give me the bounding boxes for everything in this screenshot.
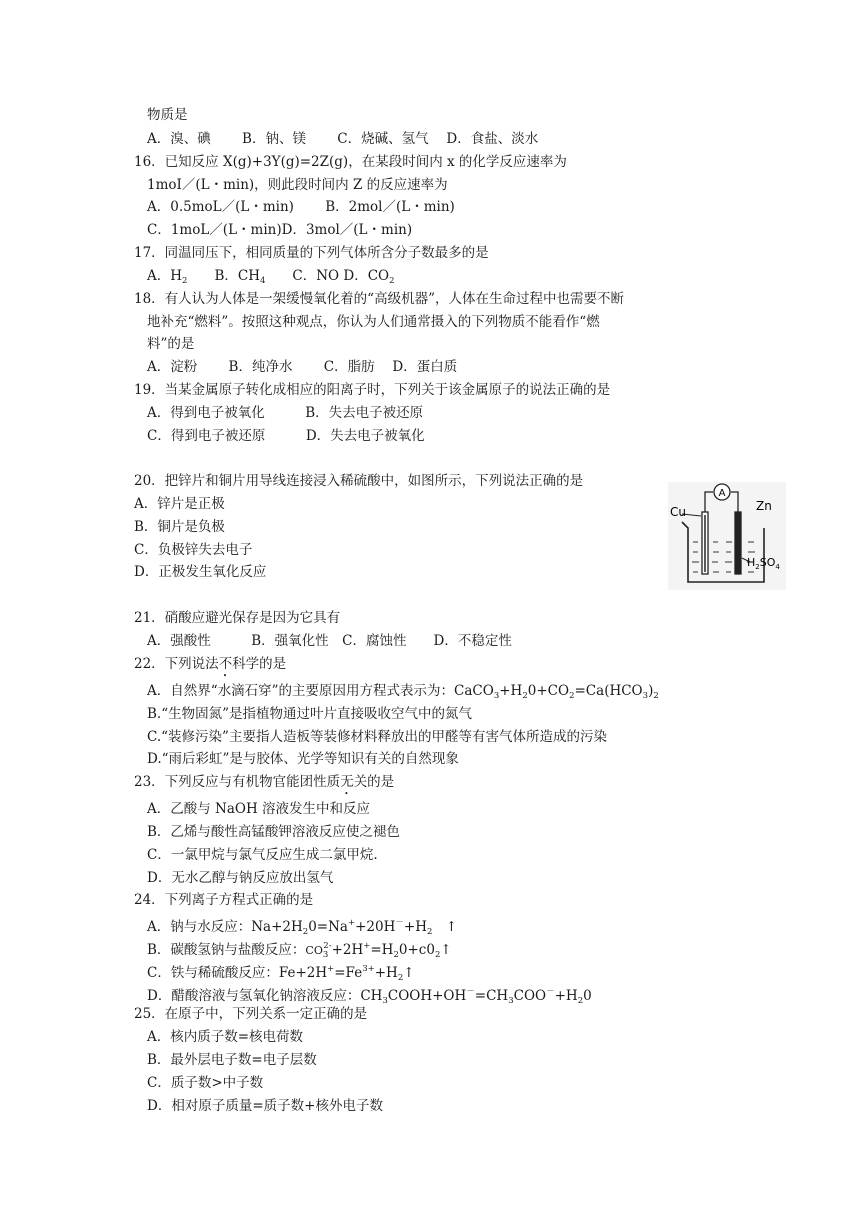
q16-options-ab: A．0.5moL／(L・min) B．2mol／(L・min) xyxy=(147,199,455,215)
q25-stem: 25．在原子中，下列关系一定正确的是 xyxy=(134,1006,368,1022)
q22-option-c: C.“装修污染”主要指人造板等装修材料释放出的甲醛等有害气体所造成的污染 xyxy=(147,729,607,745)
zinc-label: Zn xyxy=(756,499,772,513)
q20-option-c: C．负极锌失去电子 xyxy=(134,542,253,558)
q22-option-a: A．自然界“水滴石穿”的主要原因用方程式表示为：$CaCO_3+H_20+CO_2=Ca(HCO_3)_2$ xyxy=(147,683,659,701)
q18-stem-line3: 料”的是 xyxy=(147,336,195,352)
q22-emphasis: 不 xyxy=(218,656,233,672)
q24-option-a: A．钠与水反应：$Na+2H_20=Na^++20H^-+H_2$ ↑ xyxy=(147,918,458,937)
q18-stem-line2: 地补充“燃料”。按照这种观点，你认为人们通常摄入的下列物质不能看作“燃 xyxy=(147,314,600,330)
q25-option-d: D．相对原子质量=质子数+核外电子数 xyxy=(147,1098,383,1114)
copper-label: Cu xyxy=(670,505,686,519)
q23-stem: 23．下列反应与有机物官能团性质无关的是 xyxy=(134,774,395,790)
q23-option-d: D．无水乙醇与钠反应放出氢气 xyxy=(147,870,334,886)
q20-stem: 20．把锌片和铜片用导线连接浸入稀硫酸中，如图所示，下列说法正确的是 xyxy=(134,473,584,489)
q25-option-b: B．最外层电子数=电子层数 xyxy=(147,1052,317,1068)
q18-stem: 18．有人认为人体是一架缓慢氧化着的“高级机器”，人体在生命过程中也需要不断 xyxy=(134,291,624,307)
ammeter-label: A xyxy=(718,488,726,499)
q25-option-a: A．核内质子数=核电荷数 xyxy=(147,1029,304,1045)
q20-option-b: B．铜片是负极 xyxy=(134,519,225,535)
q18-options: A．淀粉 B．纯净水 C．脂肪 D．蛋白质 xyxy=(147,359,458,375)
q23-emphasis: 无 xyxy=(340,774,354,790)
q19-options-cd: C．得到电子被还原 D．失去电子被氧化 xyxy=(147,428,425,444)
q21-stem: 21．硝酸应避光保存是因为它具有 xyxy=(134,610,341,626)
q23-option-b: B．乙烯与酸性高锰酸钾溶液反应使之褪色 xyxy=(147,824,400,840)
q25-option-c: C．质子数>中子数 xyxy=(147,1075,264,1091)
q22-stem: 22．下列说法不科学的是 xyxy=(134,656,287,672)
carbonate-ion: $CO_3^{2-}$ xyxy=(305,941,332,960)
acid-label: $H_2SO_4$ xyxy=(747,556,780,571)
q22-option-b: B.“生物固氮”是指植物通过叶片直接吸收空气中的氮气 xyxy=(147,706,473,722)
q23-option-a: A．乙酸与 NaOH 溶液发生中和反应 xyxy=(147,801,371,817)
q24-option-d: D．醋酸溶液与氢氧化钠溶液反应：$CH_3COOH+OH^-=CH_3COO^-+H_20$ xyxy=(147,987,592,1006)
wire-right xyxy=(731,492,738,512)
q22-option-d: D.“雨后彩虹”是与胶体、光学等知识有关的自然现象 xyxy=(147,751,459,767)
wire-left xyxy=(705,492,713,512)
q16-options-cd: C．1moL／(L・min)D．3mol／(L・min) xyxy=(147,222,413,238)
galvanic-cell-figure xyxy=(668,482,786,590)
q19-options-ab: A．得到电子被氧化 B．失去电子被还原 xyxy=(147,405,424,421)
q20-option-d: D．正极发生氧化反应 xyxy=(134,564,267,580)
q17-options: A．$H_2$ B．$CH_4$ C．NO D．$CO_2$ xyxy=(147,268,395,286)
q15-stem-continuation: 物质是 xyxy=(147,107,188,123)
q20-option-a: A．锌片是正极 xyxy=(134,496,225,512)
q16-stem-line2: 1moI／(L・min)，则此段时间内 Z 的反应速率为 xyxy=(147,177,448,193)
q24-stem: 24．下列离子方程式正确的是 xyxy=(134,892,314,908)
q23-option-c: C．一氯甲烷与氯气反应生成二氯甲烷. xyxy=(147,847,378,863)
q24-option-c: C．铁与稀硫酸反应：$Fe+2H^+=Fe^{3+}+H_2↑$ xyxy=(147,964,415,983)
q16-stem: 16．已知反应 X(g)+3Y(g)=2Z(g)，在某段时间内 x 的化学反应速率为 xyxy=(134,154,567,170)
q19-stem: 19．当某金属原子转化成相应的阳离子时，下列关于该金属原子的说法正确的是 xyxy=(134,382,611,398)
q24-option-b: B．碳酸氢钠与盐酸反应：$CO_3^{2-}+2H^+=H_20+c0_2↑$ xyxy=(147,941,452,960)
q21-options: A．强酸性 B．强氧化性 C．腐蚀性 D．不稳定性 xyxy=(147,633,512,649)
zinc-electrode xyxy=(735,512,741,574)
q15-options: A．溴、碘 B．钠、镁 C．烧碱、氢气 D．食盐、淡水 xyxy=(147,131,539,147)
q17-stem: 17．同温同压下，相同质量的下列气体所含分子数最多的是 xyxy=(134,245,489,261)
